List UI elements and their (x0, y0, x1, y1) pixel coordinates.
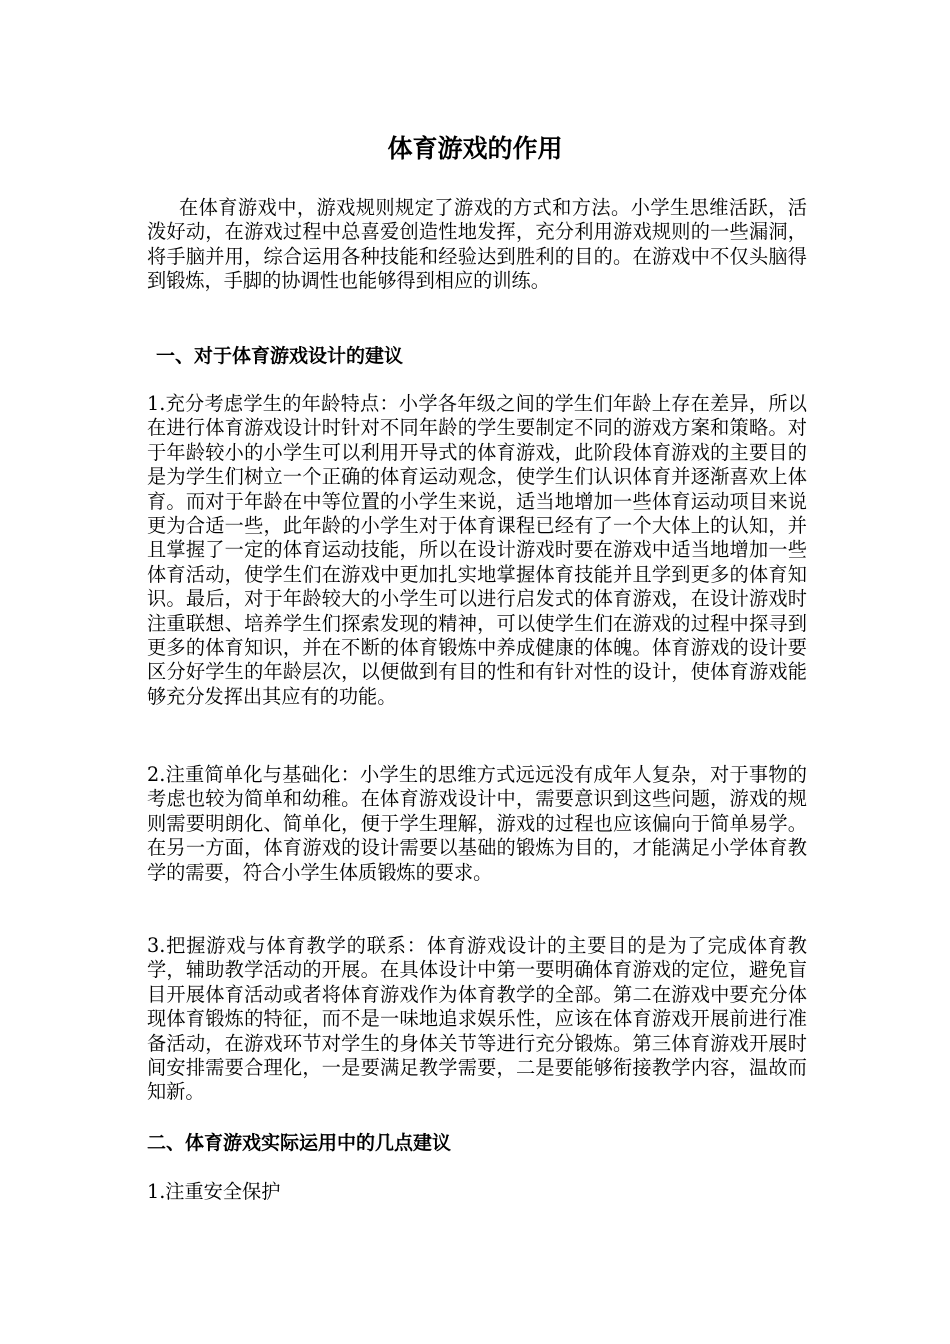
section-1-paragraph-3: 3.把握游戏与体育教学的联系：体育游戏设计的主要目的是为了完成体育教学，辅助教学活动的开展。在具体设计中第一要明确体育游戏的定位，避免盲目开展体育活动或者将体育游戏作为体育教学的全部。第二在游戏中要充分体现体育锻炼的特征，而不是一味地追求娱乐性，应该在体育游戏开展前进行准备活动，在游戏环节对学生的身体关节等进行充分锻炼。第三体育游戏开展时间安排需要合理化，一是要满足教学需要，二是要能够衔接教学内容，温故而知新。 (147, 934, 807, 1104)
section-1-paragraph-1: 1.充分考虑学生的年龄特点：小学各年级之间的学生们年龄上存在差异，所以在进行体育游戏设计时针对不同年龄的学生要制定不同的游戏方案和策略。对于年龄较小的小学生可以利用开导式的体育游戏，此阶段体育游戏的主要目的是为学生们树立一个正确的体育运动观念，使学生们认识体育并逐渐喜欢上体育。而对于年龄在中等位置的小学生来说，适当地增加一些体育运动项目来说更为合适一些，此年龄的小学生对于体育课程已经有了一个大体上的认知，并且掌握了一定的体育运动技能，所以在设计游戏时要在游戏中适当地增加一些体育活动，使学生们在游戏中更加扎实地掌握体育技能并且学到更多的体育知识。最后，对于年龄较大的小学生可以进行启发式的体育游戏，在设计游戏时注重联想、培养学生们探索发现的精神，可以使学生们在游戏的过程中探寻到更多的体育知识，并在不断的体育锻炼中养成健康的体魄。体育游戏的设计要区分好学生的年龄层次，以便做到有目的性和有针对性的设计，使体育游戏能够充分发挥出其应有的功能。 (147, 392, 807, 708)
section-2-heading: 二、体育游戏实际运用中的几点建议 (147, 1132, 452, 1154)
section-2-paragraph-1: 1.注重安全保护 (147, 1180, 281, 1203)
section-1-paragraph-2: 2.注重简单化与基础化：小学生的思维方式远远没有成年人复杂，对于事物的考虑也较为简单和幼稚。在体育游戏设计中，需要意识到这些问题，游戏的规则需要明朗化、简单化，便于学生理解，游戏的过程也应该偏向于简单易学。在另一方面，体育游戏的设计需要以基础的锻炼为目的，才能满足小学体育教学的需要，符合小学生体质锻炼的要求。 (147, 763, 807, 884)
section-1-heading: 一、对于体育游戏设计的建议 (156, 345, 404, 367)
document-title: 体育游戏的作用 (387, 134, 563, 163)
intro-paragraph: 在体育游戏中，游戏规则规定了游戏的方式和方法。小学生思维活跃，活泼好动，在游戏过程中总喜爱创造性地发挥，充分利用游戏规则的一些漏洞，将手脑并用，综合运用各种技能和经验达到胜利的目的。在游戏中不仅头脑得到锻炼，手脚的协调性也能够得到相应的训练。 (147, 196, 807, 293)
